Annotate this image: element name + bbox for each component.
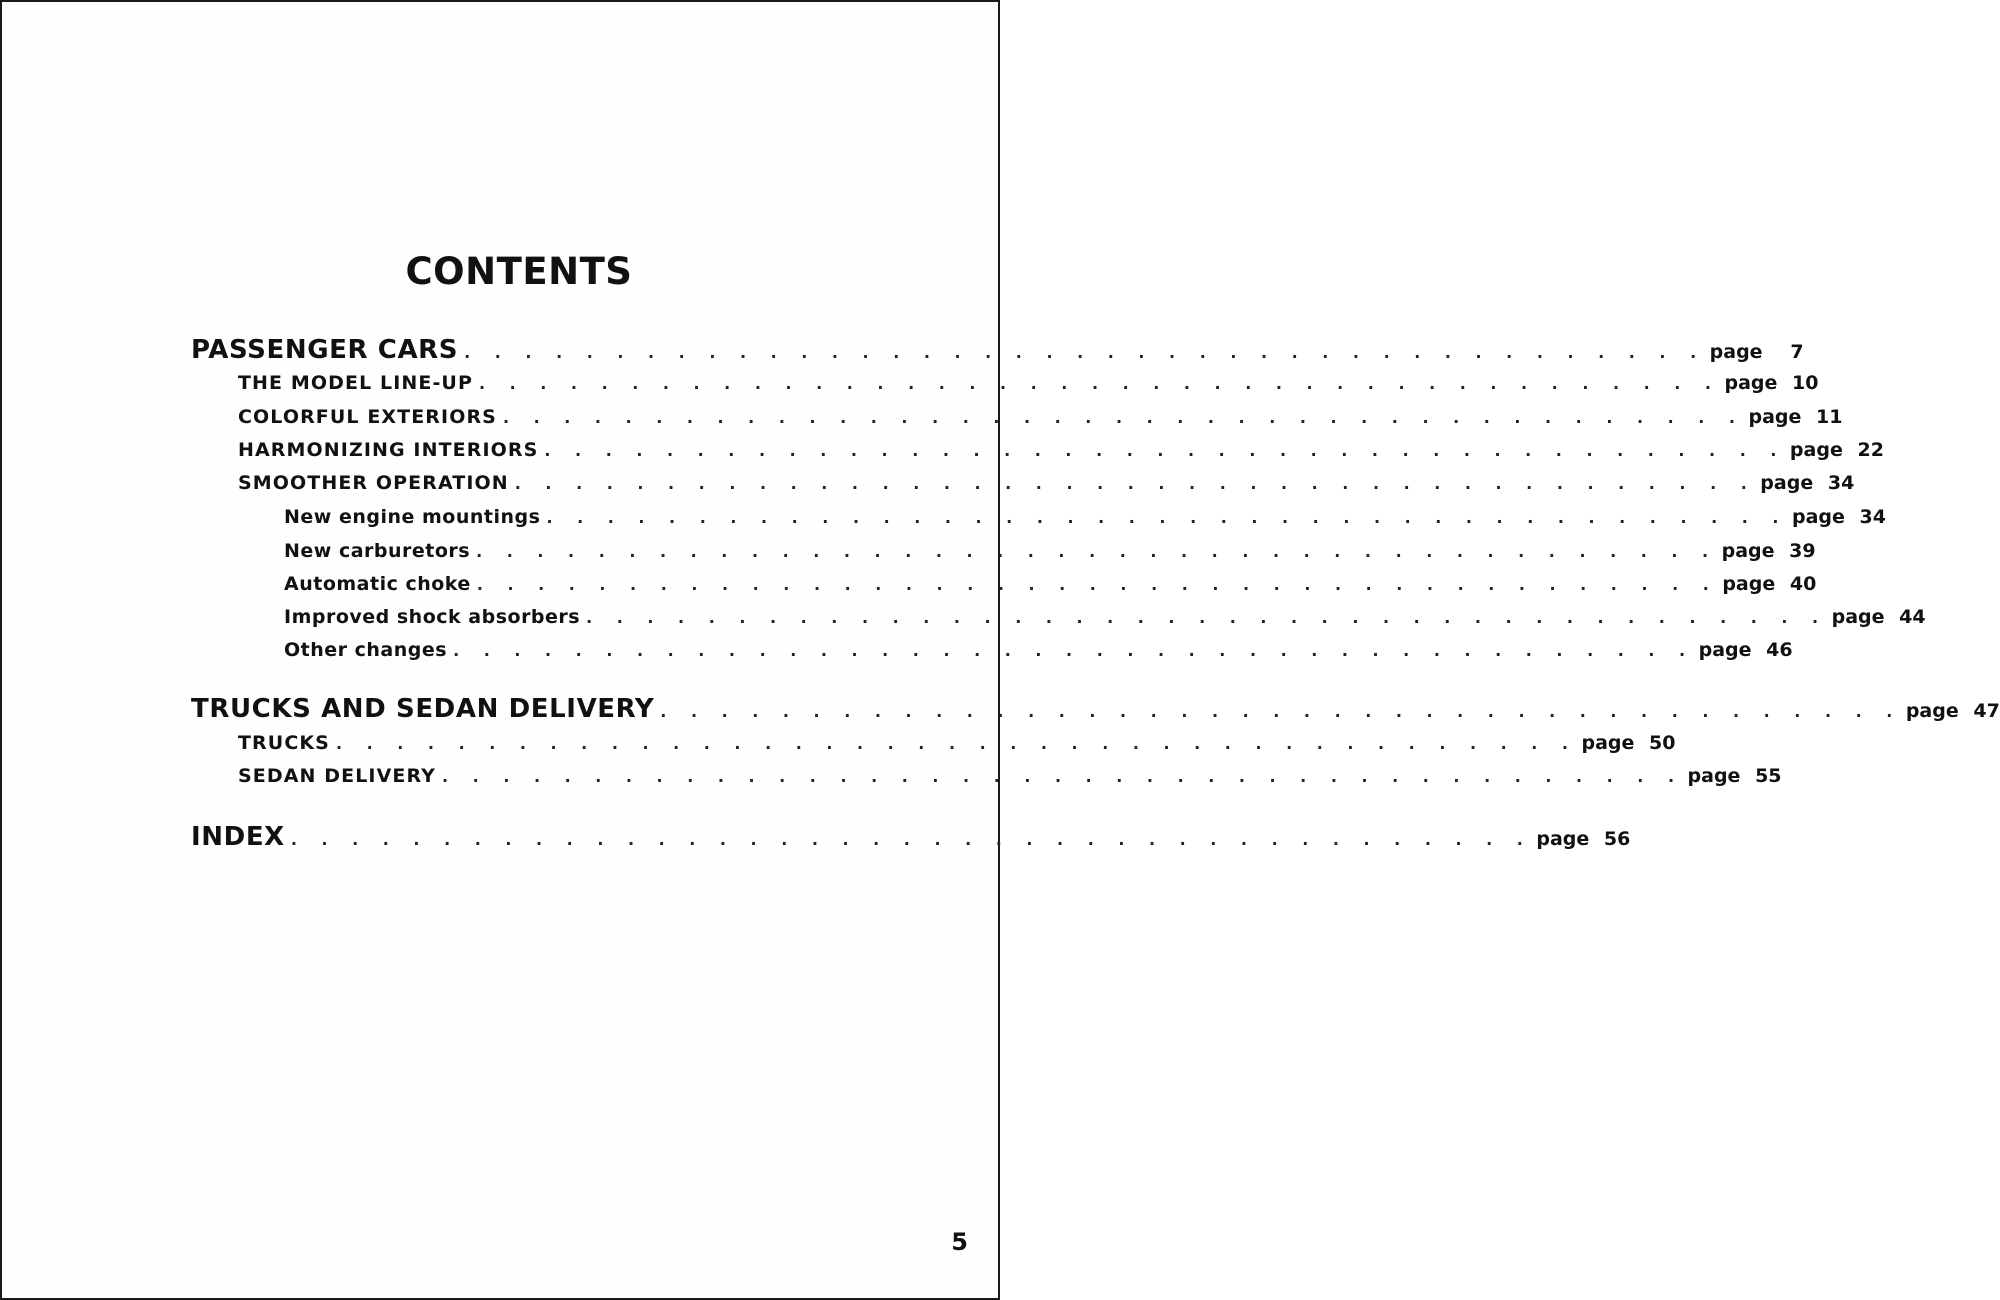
dot-leader: . . . . . . . . . . . . . . . . . . . . . . . . . . . . . . . . . . . . . . . . . [290,830,1533,849]
dot-leader: . . . . . . . . . . . . . . . . . . . . . . . . . . . . . . . . . . . . . . . . . [478,374,1721,393]
toc-entry[interactable] [284,506,1886,528]
page-word: page [1709,341,1763,363]
toc-entry-label: HARMONIZING INTERIORS [238,439,539,461]
page-word: page [1687,765,1741,787]
page-word: page [1831,606,1885,628]
toc-entry-label: SMOOTHER OPERATION [238,472,509,494]
toc-entry-label: Other changes [284,639,448,661]
page-word: page [1581,732,1635,754]
page-number: 47 [1973,700,2000,722]
page-word: page [1748,406,1802,428]
toc-entry-label: SEDAN DELIVERY [238,765,437,787]
dot-leader: . . . . . . . . . . . . . . . . . . . . . . . . . . . . . . . . . . . . . . . . . [453,641,1695,660]
toc-entry[interactable] [284,639,1793,661]
toc-entry[interactable] [238,406,1843,428]
page-word: page [1724,372,1778,394]
dot-leader: . . . . . . . . . . . . . . . . . . . . . . . . . . . . . . . . . . . . . . . . . [476,575,1719,594]
toc-entry-label: TRUCKS AND SEDAN DELIVERY [191,694,655,724]
toc-entry-label: Improved shock absorbers [284,606,581,628]
toc-entry-label: Automatic choke [284,573,471,595]
page-number: 44 [1899,606,1926,628]
page-word: page [1789,439,1843,461]
page-word: page [1791,506,1845,528]
page-number: 46 [1766,639,1793,661]
toc-entry-label: THE MODEL LINE-UP [238,372,473,394]
page-word: page [1698,639,1752,661]
dot-leader: . . . . . . . . . . . . . . . . . . . . . . . . . . . . . . . . . . . . . . . . . [586,608,1828,627]
page-number: 10 [1792,372,1819,394]
toc-entry-label: New engine mountings [284,506,541,528]
page-folio-number: 5 [951,1228,968,1256]
toc-entry[interactable] [191,822,1631,852]
toc-entry-label: INDEX [191,822,285,852]
toc-entry[interactable] [238,732,1676,754]
page-number: 34 [1827,472,1855,494]
toc-entry[interactable] [284,606,1926,628]
page-number: 11 [1816,406,1843,428]
dot-leader: . . . . . . . . . . . . . . . . . . . . . . . . . . . . . . . . . . . . . . . . . [464,343,1706,362]
dot-leader: . . . . . . . . . . . . . . . . . . . . . . . . . . . . . . . . . . . . . . . . . [442,767,1684,786]
toc-entry[interactable] [238,765,1782,787]
page-number: 7 [1790,341,1804,363]
page-word: page [1722,573,1776,595]
page-title: CONTENTS [405,250,633,293]
toc-entry[interactable] [191,694,2000,724]
dot-leader: . . . . . . . . . . . . . . . . . . . . . . . . . . . . . . . . . . . . . . . . . [502,408,1745,427]
toc-entry[interactable] [238,472,1855,494]
page-word: page [1536,828,1590,850]
page-word: page [1721,540,1775,562]
toc-entry-label: COLORFUL EXTERIORS [238,406,497,428]
dot-leader: . . . . . . . . . . . . . . . . . . . . . . . . . . . . . . . . . . . . . . . . . [514,474,1757,493]
page-number: 39 [1789,540,1816,562]
dot-leader: . . . . . . . . . . . . . . . . . . . . . . . . . . . . . . . . . . . . . . . . . [660,702,1902,721]
page-word: page [1905,700,1959,722]
toc-entry[interactable] [284,573,1817,595]
dot-leader: . . . . . . . . . . . . . . . . . . . . . . . . . . . . . . . . . . . . . . . . . [476,542,1718,561]
table-of-contents [2,2,2000,1298]
page-word: page [1760,472,1814,494]
page-number: 50 [1649,732,1676,754]
toc-entry-label: TRUCKS [238,732,330,754]
page-number: 55 [1755,765,1782,787]
page-number: 34 [1859,506,1886,528]
toc-entry[interactable] [238,372,1819,394]
toc-entry-label: New carburetors [284,540,471,562]
toc-entry[interactable] [238,439,1884,461]
dot-leader: . . . . . . . . . . . . . . . . . . . . . . . . . . . . . . . . . . . . . . . . . [544,441,1786,460]
page-number: 40 [1789,573,1817,595]
toc-entry-label: PASSENGER CARS [191,335,459,365]
dot-leader: . . . . . . . . . . . . . . . . . . . . . . . . . . . . . . . . . . . . . . . . . [546,508,1788,527]
page-number: 56 [1603,828,1631,850]
toc-entry[interactable] [191,335,1804,365]
dot-leader: . . . . . . . . . . . . . . . . . . . . . . . . . . . . . . . . . . . . . . . . . [335,734,1578,753]
page-number: 22 [1857,439,1884,461]
toc-entry[interactable] [284,540,1816,562]
